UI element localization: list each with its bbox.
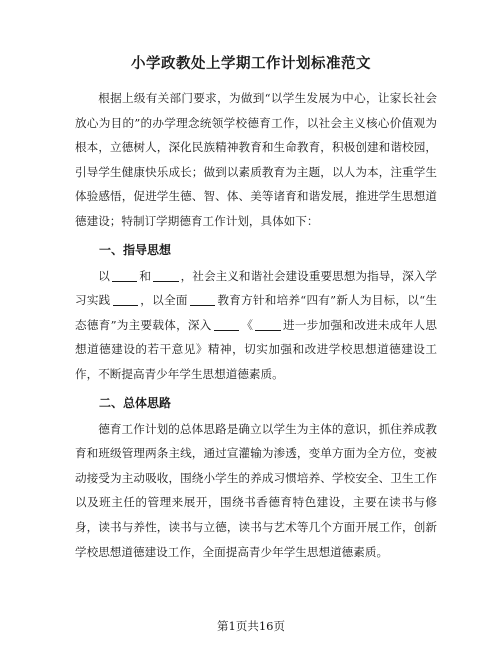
- section-heading-overall-approach: 二、总体思路: [99, 395, 172, 410]
- section-heading-guiding-ideology: 一、指导思想: [99, 242, 172, 257]
- guiding-ideology-paragraph: [75, 264, 437, 387]
- text-fragment: 进一步加强和改进未成年人思想道德建设的若干意见》精神，切实加强和改进学校思想道德建设工作，不断提高青少年学生思想道德素质。: [75, 317, 437, 381]
- fill-blank: [214, 318, 240, 331]
- intro-paragraph: 根据上级有关部门要求，为做到“以学生发展为中心，让家长社会放心为目的”的办学理念统领学校德育工作，以社会主义核心价值观为根本，立德树人，深化民族精神教育和生命教育，积极创建和谐校园，引导学生健康快乐成长；做到以素质教育为主题，以人为本，注重学生体验感悟，促进学生德、智、体、美等诸育和谐发展，推进学生思想道德建设；特制订学期德育工作计划，具体如下：: [75, 91, 437, 228]
- text-fragment: 和: [139, 268, 152, 283]
- fill-blank: [113, 293, 139, 306]
- page-number-footer: 第1页共16页: [217, 619, 285, 633]
- fill-blank: [255, 318, 281, 331]
- document-body: [75, 86, 437, 564]
- overall-approach-paragraph: 德育工作计划的总体思路是确立以学生为主体的意识，抓住养成教育和班级管理两条主线，通过宣灌输为渗透，变单方面为全方位，变被动接受为主动吸收，围绕小学生的养成习惯培养、学校安全、卫生工作以及班主任的管理来展开，围绕书香德育特色建设，主要在读书与修身，读书与养性，读书与立德，读书与艺术等几个方面开展工作，创新学校思想道德建设工作，全面提高青少年学生思想道德素质。: [75, 421, 437, 559]
- text-fragment: 《: [241, 317, 254, 332]
- text-fragment: 教育方针和培养“四有”新人为目标，以“生态德育”为主要载体，深入: [75, 293, 437, 332]
- fill-blank: [112, 269, 138, 282]
- document-title: 小学政教处上学期工作计划标准范文: [131, 56, 371, 72]
- fill-blank: [153, 269, 179, 282]
- fill-blank: [190, 293, 216, 306]
- text-fragment: ，以全面: [140, 293, 188, 308]
- text-fragment: 以: [98, 268, 110, 283]
- text-fragment: ，社会主义和谐社会建设重要思想为指导，深入学习实践: [75, 268, 437, 308]
